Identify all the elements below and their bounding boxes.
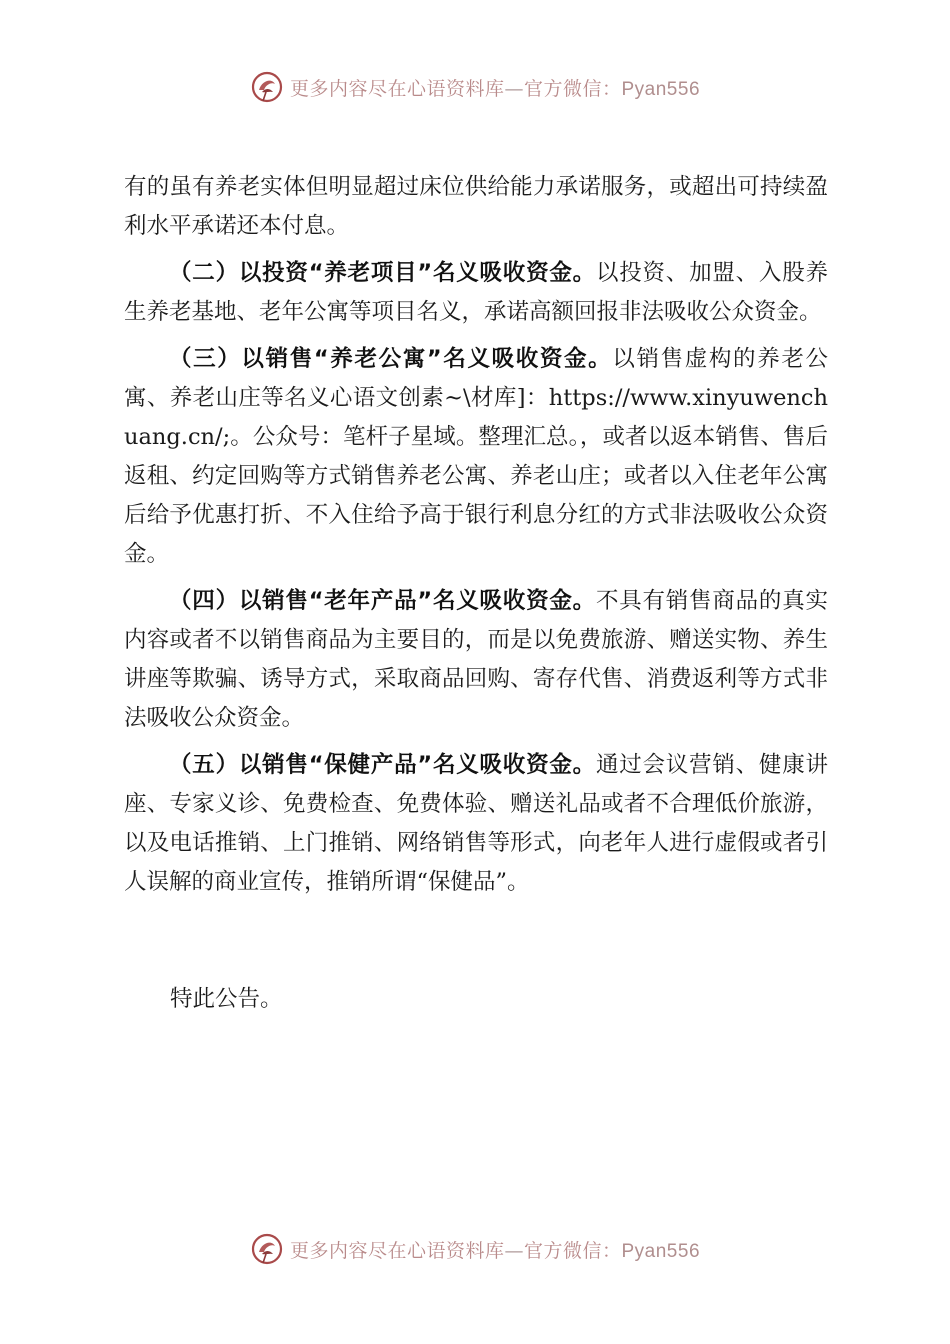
header-watermark	[0, 70, 950, 104]
watermark-separator: —	[504, 77, 524, 100]
closing-line: 特此公告。	[170, 986, 283, 1012]
paragraph-2-heading: （二）以投资“养老项目”名义吸收资金。	[169, 260, 596, 286]
watermark-text-footer	[290, 1236, 700, 1263]
watermark-brand: 更多内容尽在心语资料库	[289, 77, 505, 100]
paragraph-3	[124, 340, 828, 574]
paragraph-4	[124, 582, 828, 738]
paragraph-5-text: 通过会议营销、健康讲座、专家义诊、免费检查、免费体验、赠送礼品或者不合理低价旅游，以及电话推销、上门推销、网络销售等形式，向老年人进行虚假或者引人误解的商业宣传，推销所谓“保健品”。	[124, 752, 828, 895]
paragraph-2-text: 以投资、加盟、入股养生养老基地、老年公寓等项目名义，承诺高额回报非法吸收公众资金。	[124, 260, 828, 325]
brand-watermark-footer	[250, 1232, 700, 1266]
rose-icon	[250, 70, 284, 104]
paragraph-4-heading: （四）以销售“老年产品”名义吸收资金。	[169, 588, 596, 614]
paragraph-1: 有的虽有养老实体但明显超过床位供给能力承诺服务，或超出可持续盈利水平承诺还本付息。	[124, 174, 828, 239]
rose-icon	[250, 1232, 284, 1266]
paragraph-4-text: 不具有销售商品的真实内容或者不以销售商品为主要目的，而是以免费旅游、赠送实物、养生讲座等欺骗、诱导方式，采取商品回购、寄存代售、消费返利等方式非法吸收公众资金。	[124, 588, 828, 731]
brand-watermark	[250, 70, 700, 104]
watermark-brand-footer: 更多内容尽在心语资料库	[289, 1239, 505, 1262]
watermark-wechat-id-footer: Pyan556	[621, 1240, 701, 1262]
document-body	[124, 168, 828, 910]
paragraph-5-heading: （五）以销售“保健产品”名义吸收资金。	[169, 752, 596, 778]
watermark-separator-footer: —	[504, 1239, 524, 1262]
paragraph-5	[124, 746, 828, 902]
paragraph-2	[124, 254, 828, 332]
watermark-wechat-id: Pyan556	[621, 78, 701, 100]
watermark-wechat-label: 官方微信：	[523, 77, 622, 100]
paragraph-3-text: 以销售虚构的养老公寓、养老山庄等名义心语文创素~\材库]：https://www.xinyuwenchuang.cn/;。公众号：笔杆子星域。整理汇总。，或者以返本销售、售后返租、约定回购等方式销售养老公寓、养老山庄；或者以入住老年公寓后给予优惠打折、不入住给予高于银行利息分红的方式非法吸收公众资金。	[124, 346, 828, 567]
watermark-text	[290, 74, 700, 101]
watermark-wechat-label-footer: 官方微信：	[523, 1239, 622, 1262]
paragraph-3-heading: （三）以销售“养老公寓”名义吸收资金。	[169, 346, 613, 372]
footer-watermark	[0, 1232, 950, 1266]
